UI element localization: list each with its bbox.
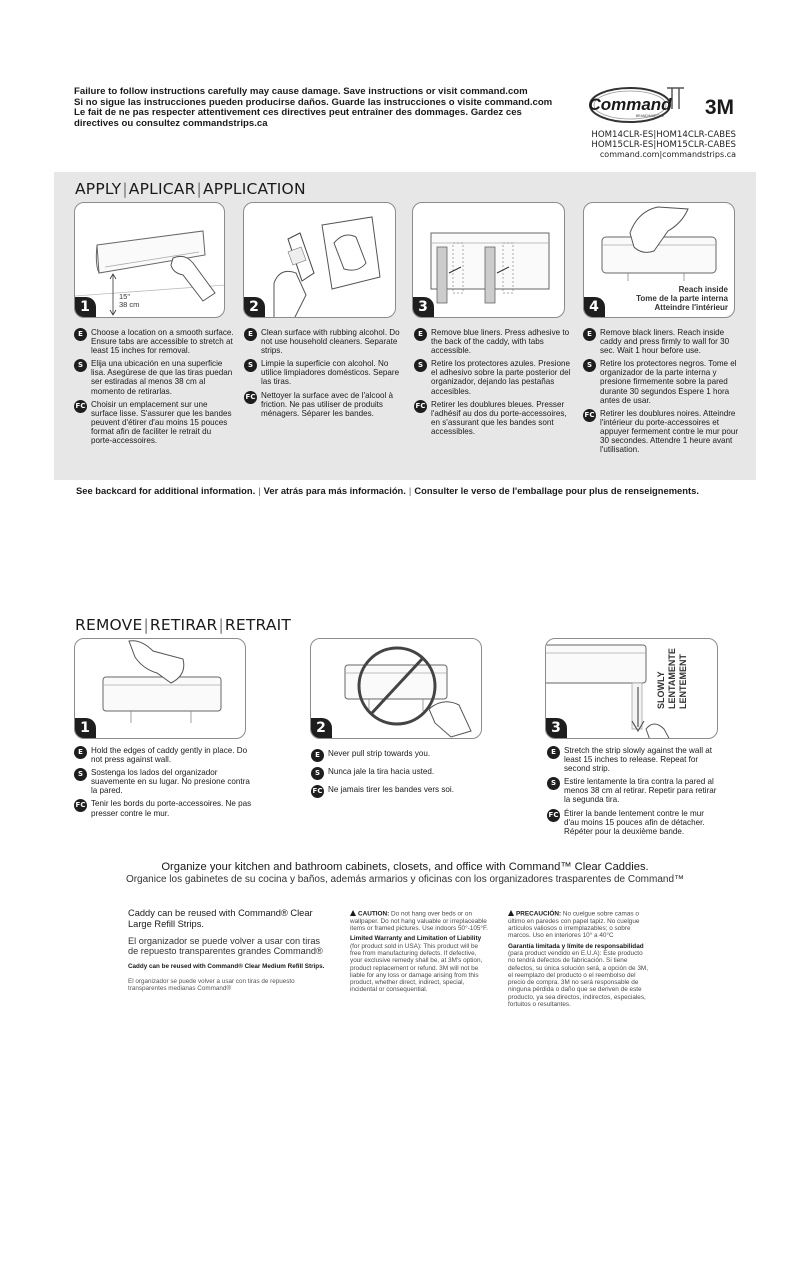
step-number-badge: 2	[243, 297, 265, 318]
apply-step-3-text	[414, 328, 574, 440]
backcard-note: See backcard for additional information. | Ver atrás para más información. | Consulter le verso de l'emballage pour plus de renseignements.	[76, 485, 699, 496]
lang-tag-s: S	[244, 359, 257, 372]
caution-en: CAUTION: Do not hang over beds or on wallpaper. Do not hang valuable or irreplaceable items or framed pictures. Use indoors 50°-105°F. Limited Warranty and Limitation of Liability (for product sold in USA): This product will be free from manufacturing defects. If defective, your exclusive remedy shall be, at 3M's option, product replacement or refund. 3M will not be liable for any loss or damage arising from this product, whether direct, indirect, special, incidental or consequential.	[350, 910, 488, 994]
lang-tag-e: E	[74, 746, 87, 759]
step-number-badge: 1	[74, 718, 96, 739]
code-line-2: HOM15CLR-ES|HOM15CLR-CABES	[591, 140, 736, 151]
remove-step-2-text	[311, 749, 491, 798]
lang-fr: FC Tenir les bords du porte-accessoires. Ne pas presser contre le mur.	[75, 799, 252, 818]
warranty-title-en: Limited Warranty and Limitation of Liability	[350, 935, 482, 943]
lang-tag-fc: FC	[547, 809, 560, 822]
caution-es: PRECAUCIÓN: No cuelgue sobre camas o último en paredes con papel tapiz. No cuelgue artículos valiosos o irremplazables; o sobre marcos. Uso en interiores 10° a 40°C Garantía limitada y límite de responsabilidad (para product vendido en E.U.A): Este producto no tendrá defectos de fabricación. Si tiene defectos, su única solución será, a opción de 3M, el reemplazo del producto o el reembolso del precio de compra. 3M no será responsable de ninguna pérdida o daño que se deriven de este producto, ya sea directos, indirectos, especiales, fortuitos o resultantes.	[508, 910, 648, 1009]
step-number-badge: 4	[583, 297, 605, 318]
apply-step-1-text	[74, 328, 234, 449]
warning-line-fr: Le fait de ne pas respecter attentivement ces directives peut entraîner des dommages. Gardez ces	[74, 107, 522, 119]
lang-tag-e: E	[547, 746, 560, 759]
lang-tag-fc: FC	[244, 391, 257, 404]
apply-panel-4	[583, 202, 735, 318]
refill-medium-es: El organizador se puede volver a usar con tiras de repuesto transparentes medianas Command®	[128, 978, 295, 992]
lang-fr: FC Étirer la bande lentement contre le mur d'au moins 15 pouces afin de détacher. Répéter pour la deuxième bande.	[548, 808, 705, 836]
lang-tag-s: S	[74, 359, 87, 372]
step-number-badge: 3	[545, 718, 567, 739]
lang-es: S Nunca jale la tira hacia usted.	[311, 767, 491, 776]
warranty-text-es: (para product vendido en E.U.A): Este producto no tendrá defectos de fabricación. Si tiene defectos, su única solución será, a opción de 3M, el reemplazo del producto o el reembolso del precio de compra. 3M no será responsable de ninguna pérdida o daño que se deriven de este producto, ya sea directos, indirectos, especiales, fortuitos o resultantes.	[508, 949, 648, 1009]
remove-panel-1	[74, 638, 246, 739]
refill-large-es: El organizador se puede volver a usar con tiras de repuesto transparentes grandes Command®	[128, 936, 323, 956]
remove-panel-3	[545, 638, 718, 739]
apply-panel-2	[243, 202, 396, 318]
lang-tag-e: E	[311, 749, 324, 762]
organize-line-es: Organice los gabinetes de su cocina y baños, además armarios y oficinas con los organizadores trasparentes de Command™	[125, 874, 685, 885]
lang-tag-s: S	[311, 767, 324, 780]
brand-logos	[588, 85, 738, 125]
lang-en: E Remove black liners. Reach inside caddy and press firmly to wall for 30 sec. Wait 1 hour before use.	[583, 328, 741, 355]
command-logo-icon	[588, 85, 738, 125]
warning-triangle-icon	[350, 910, 356, 916]
logo-text: Command	[588, 95, 672, 114]
lang-es: S Retire los protectores azules. Presione el adhesivo sobre la parte posterior del organizador, dejando las pestañas accesibles.	[414, 359, 574, 395]
lang-tag-s: S	[583, 359, 596, 372]
logo-sub: BRAND/MARQUE	[635, 114, 665, 118]
lang-tag-s: S	[414, 359, 427, 372]
step-number-badge: 2	[310, 718, 332, 739]
apply-panel-1	[74, 202, 225, 318]
lang-es: S Retire los protectores negros. Tome el organizador de la parte interna y presione firmemente sobre la pared durante 30 segundos Espere 1 hora antes de usar.	[583, 359, 741, 404]
lang-fr: FC Retirer les doublures noires. Atteindre l'intérieur du porte-accessoires et appuyer fermement contre le mur pour 30 secondes. Attendre 1 heure avant l'utilisation.	[584, 408, 739, 455]
maker-logo: 3M	[704, 96, 734, 119]
reach-inside-note: Reach inside Tome de la parte interna Atteindre l'intérieur	[636, 285, 728, 312]
warning-line-es: Si no sigue las instrucciones pueden producirse daños. Guarde las instrucciones o visite command.com	[74, 96, 553, 108]
lang-tag-e: E	[74, 328, 87, 341]
step-number-badge: 1	[74, 297, 96, 318]
step-number-badge: 3	[412, 297, 434, 318]
lang-tag-fc: FC	[583, 409, 596, 422]
code-line-1: HOM14CLR-ES|HOM14CLR-CABES	[591, 130, 736, 140]
lang-fr: FC Nettoyer la surface avec de l'alcool à friction. Ne pas utiliser de produits ménagers. Séparer les bandes.	[245, 390, 394, 418]
lang-tag-fc: FC	[414, 400, 427, 413]
remove-step-1-text	[74, 746, 254, 822]
warning-line-fr-2: directives ou consultez commandstrips.ca	[74, 117, 268, 129]
lang-en: E Never pull strip towards you.	[311, 749, 491, 758]
organize-line-en: Organize your kitchen and bathroom cabinets, closets, and office with Command™ Clear Caddies.	[161, 861, 649, 873]
lang-tag-fc: FC	[74, 799, 87, 812]
warning-triangle-icon	[508, 910, 514, 916]
remove-step-3-text	[547, 746, 717, 840]
slowly-label-es: LENTAMENTE	[667, 648, 677, 709]
lang-en: E Hold the edges of caddy gently in place. Do not press against wall.	[74, 746, 254, 764]
apply-panel-3	[412, 202, 565, 318]
lang-tag-e: E	[414, 328, 427, 341]
lang-tag-s: S	[547, 777, 560, 790]
lang-es: S Estire lentamente la tira contra la pared al menos 38 cm al retirar. Repetir para retirar la segunda tira.	[547, 777, 717, 804]
warning-text	[74, 87, 574, 129]
refill-large-en: Caddy can be reused with Command® Clear Large Refill Strips.	[128, 908, 313, 929]
lang-en: E Choose a location on a smooth surface. Ensure tabs are accessible to stretch at least 15 inches for removal.	[74, 328, 234, 355]
lang-tag-e: E	[244, 328, 257, 341]
lang-tag-fc: FC	[311, 785, 324, 798]
warning-line-en: Failure to follow instructions carefully may cause damage. Save instructions or visit command.com	[74, 86, 528, 97]
lang-tag-e: E	[583, 328, 596, 341]
lang-es: S Sostenga los lados del organizador suavemente en su lugar. No presione contra la pared.	[74, 768, 254, 795]
lang-es: S Limpie la superficie con alcohol. No utilice limpiadores domésticos. Separe las tiras.	[244, 359, 404, 386]
remove-panel-2	[310, 638, 482, 739]
measure-label: 15" 38 cm	[119, 292, 140, 309]
refill-medium-en: Caddy can be reused with Command® Clear Medium Refill Strips.	[128, 963, 325, 970]
lang-es: S Elija una ubicación en una superficie lisa. Asegúrese de que las tiras puedan ser estiradas al menos 38 cm al momento de retirarlas.	[74, 359, 234, 395]
lang-fr: FC Retirer les doublures bleues. Presser l'adhésif au dos du porte-accessoires, en s'assurant que les bandes sont accessibles.	[415, 399, 567, 436]
lang-en: E Stretch the strip slowly against the wall at least 15 inches to release. Repeat for second strip.	[547, 746, 717, 773]
lang-fr: FC Ne jamais tirer les bandes vers soi.	[311, 785, 491, 794]
apply-step-4-text	[583, 328, 741, 458]
remove-title: REMOVE|RETIRAR|RETRAIT	[75, 616, 292, 634]
warranty-text-en: (for product sold in USA): This product will be free from manufacturing defects. If defective, your exclusive remedy shall be, at 3M's option, product replacement or refund. 3M will not be liable for any loss or damage arising from this product, whether direct, indirect, special, incidental or consequential.	[350, 942, 483, 994]
apply-title: APPLY|APLICAR|APPLICATION	[75, 180, 306, 198]
refill-info	[128, 908, 328, 992]
lang-fr: FC Choisir un emplacement sur une surface lisse. S'assurer que les bandes peuvent d'étirer d'au moins 15 pouces format afin de faciliter le retrait du porte-accessoires.	[75, 399, 232, 446]
lang-tag-fc: FC	[74, 400, 87, 413]
lang-en: E Remove blue liners. Press adhesive to the back of the caddy, with tabs accessible.	[414, 328, 574, 355]
apply-step-2-text	[244, 328, 404, 422]
lang-tag-s: S	[74, 768, 87, 781]
lang-en: E Clean surface with rubbing alcohol. Do not use household cleaners. Separate strips.	[244, 328, 404, 355]
brand-sites: command.com|commandstrips.ca	[599, 150, 736, 160]
warranty-title-es: Garantía limitada y límite de responsabilidad	[508, 942, 644, 950]
slowly-label-en: SLOWLY	[656, 671, 666, 709]
slowly-label-fr: LENTEMENT	[678, 654, 688, 709]
product-codes	[591, 130, 736, 161]
